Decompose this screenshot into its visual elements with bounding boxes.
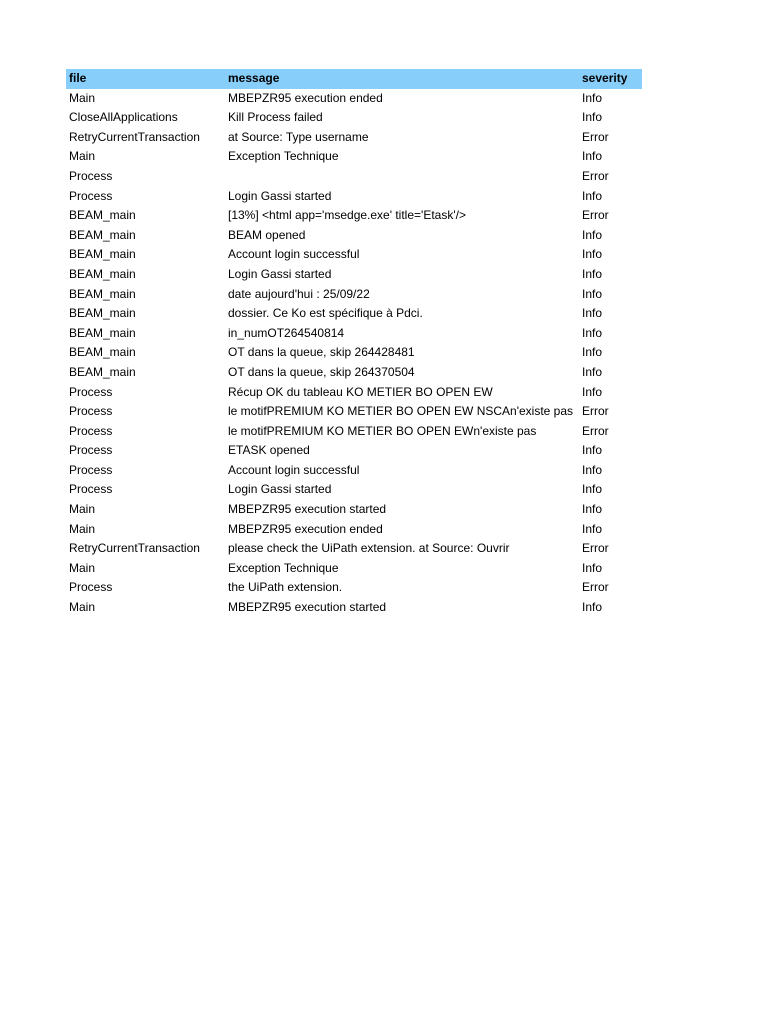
cell-file: Process [69,404,113,419]
table-row [66,441,642,461]
table-row [66,285,642,305]
table-row [66,422,642,442]
cell-file: Process [69,580,113,595]
cell-message: please check the UiPath extension. at Source: Ouvrir [228,541,510,556]
cell-message: BEAM opened [228,227,306,242]
column-header-file: file [69,71,87,85]
cell-message: MBEPZR95 execution started [228,502,387,517]
cell-file: Main [69,90,96,105]
table-row [66,226,642,246]
cell-severity: Info [582,560,603,575]
table-row [66,578,642,598]
log-table [66,69,642,618]
cell-severity: Info [582,443,603,458]
cell-message: Account login successful [228,247,360,262]
cell-message: Login Gassi started [228,188,332,203]
cell-message: Login Gassi started [228,266,332,281]
table-row [66,324,642,344]
cell-file: BEAM_main [69,208,136,223]
cell-severity: Error [582,208,609,223]
table-row [66,363,642,383]
cell-severity: Error [582,168,609,183]
cell-severity: Error [582,129,609,144]
table-row [66,89,642,109]
cell-severity: Info [582,325,603,340]
cell-file: Main [69,521,96,536]
table-header [66,69,642,89]
cell-file: Process [69,384,113,399]
table-row [66,147,642,167]
cell-file: Main [69,149,96,164]
cell-message [225,167,579,187]
cell-file: BEAM_main [69,247,136,262]
cell-severity: Info [582,364,603,379]
table-row [66,539,642,559]
cell-severity: Info [582,149,603,164]
cell-severity: Info [582,227,603,242]
cell-severity: Info [582,90,603,105]
cell-message: [13%] <html app='msedge.exe' title='Etask'/> [228,208,466,223]
cell-file: Main [69,600,96,615]
table-row [66,206,642,226]
cell-file: RetryCurrentTransaction [69,541,200,556]
table-row [66,461,642,481]
cell-severity: Info [582,345,603,360]
cell-message: OT dans la queue, skip 264370504 [228,364,415,379]
cell-message: dossier. Ce Ko est spécifique à Pdci. [228,306,423,321]
cell-message: the UiPath extension. [228,580,343,595]
cell-severity: Error [582,580,609,595]
table-row [66,187,642,207]
table-row [66,167,642,187]
table-row [66,245,642,265]
cell-file: Process [69,462,113,477]
cell-file: Process [69,168,113,183]
table-row [66,598,642,618]
cell-message: Exception Technique [228,149,339,164]
table-row [66,108,642,128]
cell-severity: Info [582,188,603,203]
table-row [66,559,642,579]
column-header-severity: severity [582,71,628,85]
cell-file: BEAM_main [69,286,136,301]
cell-message: le motifPREMIUM KO METIER BO OPEN EW NSCAn'existe pas [228,404,574,419]
cell-message: le motifPREMIUM KO METIER BO OPEN EWn'existe pas [228,423,537,438]
cell-severity: Info [582,462,603,477]
table-row [66,343,642,363]
table-row [66,304,642,324]
cell-file: Process [69,443,113,458]
cell-message: MBEPZR95 execution started [228,600,387,615]
cell-file: CloseAllApplications [69,110,178,125]
cell-file: BEAM_main [69,325,136,340]
header-row [66,69,642,89]
cell-severity: Info [582,110,603,125]
cell-message: Exception Technique [228,560,339,575]
table-row [66,383,642,403]
cell-severity: Error [582,541,609,556]
cell-message: Kill Process failed [228,110,323,125]
cell-severity: Info [582,521,603,536]
cell-file: Process [69,188,113,203]
cell-severity: Error [582,404,609,419]
cell-severity: Info [582,384,603,399]
table-body [66,89,642,618]
cell-message: in_numOT264540814 [228,325,345,340]
cell-message: OT dans la queue, skip 264428481 [228,345,415,360]
table-row [66,480,642,500]
cell-file: Process [69,423,113,438]
cell-severity: Info [582,247,603,262]
table-row [66,128,642,148]
cell-file: Main [69,502,96,517]
cell-message: Login Gassi started [228,482,332,497]
column-header-message: message [228,71,280,85]
cell-file: RetryCurrentTransaction [69,129,200,144]
cell-severity: Error [582,423,609,438]
cell-file: BEAM_main [69,364,136,379]
table-row [66,265,642,285]
cell-message: date aujourd'hui : 25/09/22 [228,286,370,301]
table-row [66,402,642,422]
cell-message: Récup OK du tableau KO METIER BO OPEN EW [228,384,493,399]
cell-message: MBEPZR95 execution ended [228,90,383,105]
cell-severity: Info [582,266,603,281]
cell-message: ETASK opened [228,443,310,458]
cell-severity: Info [582,600,603,615]
cell-severity: Info [582,306,603,321]
cell-message: MBEPZR95 execution ended [228,521,383,536]
cell-file: BEAM_main [69,345,136,360]
cell-severity: Info [582,482,603,497]
cell-file: Process [69,482,113,497]
cell-message: Account login successful [228,462,360,477]
table-row [66,520,642,540]
cell-file: BEAM_main [69,306,136,321]
cell-message: at Source: Type username [228,129,369,144]
cell-severity: Info [582,502,603,517]
cell-file: BEAM_main [69,266,136,281]
cell-severity: Info [582,286,603,301]
table-row [66,500,642,520]
cell-file: Main [69,560,96,575]
cell-file: BEAM_main [69,227,136,242]
